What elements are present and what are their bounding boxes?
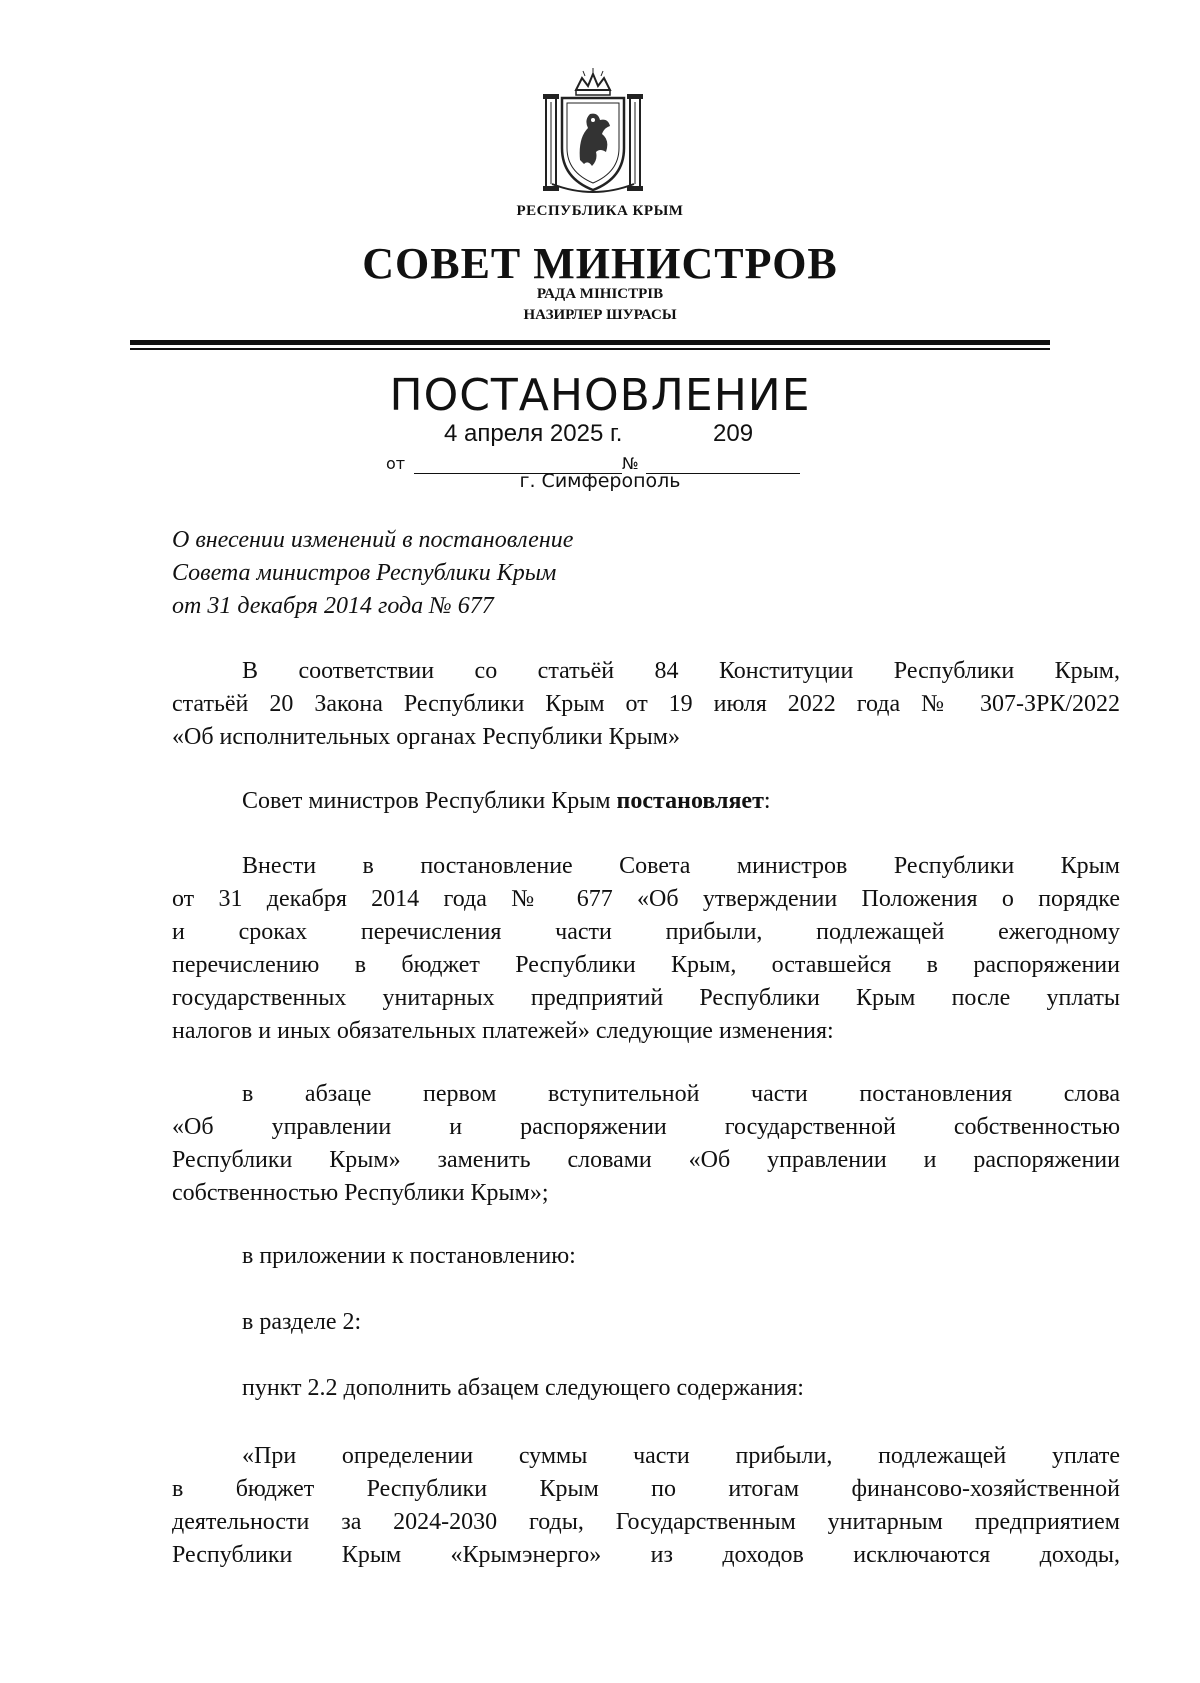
paragraph-line: «Об исполнительных органах Республики Крым» bbox=[172, 724, 680, 750]
paragraph-line: в бюджет Республики Крым по итогам финансово-хозяйственной bbox=[172, 1476, 1120, 1502]
paragraph-line: в абзаце первом вступительной части постановления слова bbox=[242, 1081, 1120, 1107]
subject-line: О внесении изменений в постановление bbox=[172, 527, 574, 553]
paragraph-line bbox=[172, 785, 1120, 818]
paragraph-line: государственных унитарных предприятий Республики Крым после уплаты bbox=[172, 985, 1120, 1011]
paragraph-line: перечислению в бюджет Республики Крым, оставшейся в распоряжении bbox=[172, 952, 1120, 978]
paragraph-line: «Об управлении и распоряжении государственной собственностью bbox=[172, 1114, 1120, 1140]
paragraph-amendment-intro bbox=[172, 850, 1120, 1048]
council-name-crimean-tatar: НАЗИРЛЕР ШУРАСЫ bbox=[523, 307, 677, 323]
paragraph-line: статьёй 20 Закона Республики Крым от 19 июля 2022 года № 307-ЗРК/2022 bbox=[172, 691, 1120, 717]
resolution-number: 209 bbox=[713, 420, 754, 447]
republic-name: РЕСПУБЛИКА КРЫМ bbox=[516, 203, 684, 219]
council-name-ukrainian: РАДА МІНІСТРІВ bbox=[536, 286, 664, 302]
paragraph-legal-basis bbox=[172, 655, 1120, 754]
subject-line: Совета министров Республики Крым bbox=[172, 560, 557, 586]
paragraph-line: Республики Крым» заменить словами «Об управлении и распоряжении bbox=[172, 1147, 1120, 1173]
document-type-title: ПОСТАНОВЛЕНИЕ bbox=[389, 370, 811, 421]
paragraph-line: деятельности за 2024-2030 годы, Государственным унитарным предприятием bbox=[172, 1509, 1120, 1535]
header-divider-thin bbox=[130, 348, 1050, 350]
paragraph-resolves bbox=[172, 785, 1120, 818]
paragraph-line: в приложении к постановлению: bbox=[242, 1243, 576, 1269]
paragraph-line: пункт 2.2 дополнить абзацем следующего содержания: bbox=[242, 1375, 804, 1401]
paragraph-line: в разделе 2: bbox=[242, 1309, 362, 1335]
document-subject bbox=[172, 524, 772, 623]
paragraph-section bbox=[172, 1306, 1120, 1339]
city-name: г. Симферополь bbox=[519, 470, 681, 492]
number-sign: № bbox=[622, 454, 639, 473]
paragraph-first-amendment bbox=[172, 1078, 1120, 1210]
resolves-text: Совет министров Республики Крым bbox=[242, 788, 617, 814]
resolves-colon: : bbox=[763, 788, 771, 814]
subject-line: от 31 декабря 2014 года № 677 bbox=[172, 593, 494, 619]
paragraph-line: В соответствии со статьёй 84 Конституции Республики Крым, bbox=[242, 658, 1120, 684]
paragraph-line: и сроках перечисления части прибыли, подлежащей ежегодному bbox=[172, 919, 1120, 945]
paragraph-quoted-text bbox=[172, 1440, 1120, 1572]
date-prefix: от bbox=[386, 454, 406, 473]
paragraph-line: Республики Крым «Крымэнерго» из доходов исключаются доходы, bbox=[172, 1542, 1120, 1568]
header-divider-thick bbox=[130, 340, 1050, 345]
resolution-date: 4 апреля 2025 г. bbox=[444, 420, 623, 447]
paragraph-line: Внести в постановление Совета министров Республики Крым bbox=[242, 853, 1120, 879]
paragraph-appendix bbox=[172, 1240, 1120, 1273]
resolves-keyword: постановляет bbox=[616, 788, 764, 814]
crimea-coat-of-arms-icon bbox=[538, 68, 648, 198]
paragraph-line: налогов и иных обязательных платежей» следующие изменения: bbox=[172, 1018, 834, 1044]
paragraph-line: собственностью Республики Крым»; bbox=[172, 1180, 549, 1206]
paragraph-line: «При определении суммы части прибыли, подлежащей уплате bbox=[242, 1443, 1120, 1469]
council-name: СОВЕТ МИНИСТРОВ bbox=[362, 239, 838, 288]
paragraph-line: от 31 декабря 2014 года № 677 «Об утверждении Положения о порядке bbox=[172, 886, 1120, 912]
paragraph-clause bbox=[172, 1372, 1120, 1405]
